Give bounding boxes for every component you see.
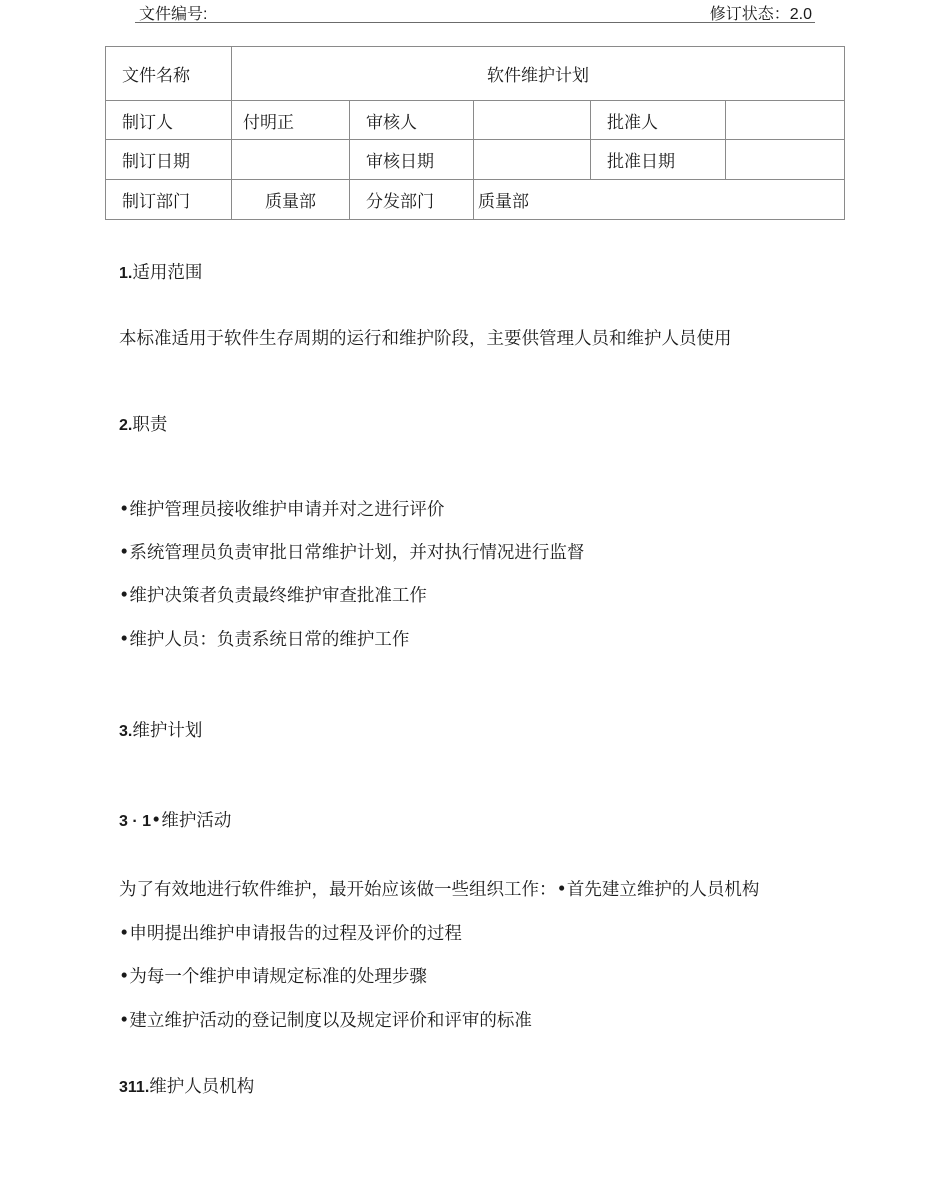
- table-row: [106, 47, 845, 101]
- section-heading-scope: [119, 261, 202, 286]
- dist-dept-value: 质量部: [474, 180, 845, 220]
- section-heading-duties: [119, 413, 167, 438]
- draft-dept-label: 制订部门: [106, 180, 232, 220]
- file-name-value: 软件维护计划: [232, 47, 845, 101]
- section-title: 职责: [132, 415, 168, 435]
- section-heading-plan: [119, 719, 202, 744]
- revision-status: 修订状态：2.0: [709, 6, 812, 23]
- section-number: 3 · 1: [119, 813, 152, 830]
- list-item: •系统管理员负责审批日常维护计划，并对执行情况进行监督: [119, 543, 585, 563]
- approve-date-value: [726, 140, 845, 180]
- draft-dept-value: 质量部: [232, 180, 350, 220]
- section-heading-staff-org: [119, 1075, 254, 1100]
- approver-value: [726, 101, 845, 140]
- section-number: 311.: [119, 1079, 150, 1096]
- review-date-label: 审核日期: [350, 140, 474, 180]
- section-number: 3.: [119, 723, 133, 740]
- scope-body: 本标准适用于软件生存周期的运行和维护阶段，主要供管理人员和维护人员使用: [119, 329, 732, 349]
- draft-date-label: 制订日期: [106, 140, 232, 180]
- section-heading-activities: [119, 809, 231, 834]
- drafter-label: 制订人: [106, 101, 232, 140]
- document-info-table: [105, 46, 845, 220]
- approve-date-label: 批准日期: [591, 140, 726, 180]
- list-item: •申明提出维护申请报告的过程及评价的过程: [119, 924, 462, 944]
- draft-date-value: [232, 140, 350, 180]
- section-number: 1.: [119, 265, 133, 282]
- list-item: •建立维护活动的登记制度以及规定评价和评审的标准: [119, 1011, 532, 1031]
- file-name-label: 文件名称: [106, 47, 232, 101]
- table-row: [106, 180, 845, 220]
- table-row: [106, 140, 845, 180]
- approver-label: 批准人: [591, 101, 726, 140]
- list-item: •维护人员：负责系统日常的维护工作: [119, 630, 410, 650]
- review-date-value: [474, 140, 591, 180]
- table-row: [106, 101, 845, 140]
- reviewer-label: 审核人: [350, 101, 474, 140]
- reviewer-value: [474, 101, 591, 140]
- section-number: 2.: [119, 417, 133, 434]
- list-item: •维护决策者负责最终维护审查批准工作: [119, 586, 427, 606]
- list-item: •为每一个维护申请规定标准的处理步骤: [119, 967, 427, 987]
- document-header: [135, 0, 815, 23]
- list-item: •维护管理员接收维护申请并对之进行评价: [119, 500, 445, 520]
- section-title: •维护活动: [151, 811, 232, 831]
- section-title: 适用范围: [132, 263, 203, 283]
- file-number-label: 文件编号:: [139, 6, 208, 23]
- activities-intro: 为了有效地进行软件维护，最开始应该做一些组织工作：•首先建立维护的人员机构: [119, 880, 760, 900]
- section-title: 维护人员机构: [149, 1077, 255, 1097]
- section-title: 维护计划: [132, 721, 203, 741]
- dist-dept-label: 分发部门: [350, 180, 474, 220]
- drafter-value: 付明正: [232, 101, 350, 140]
